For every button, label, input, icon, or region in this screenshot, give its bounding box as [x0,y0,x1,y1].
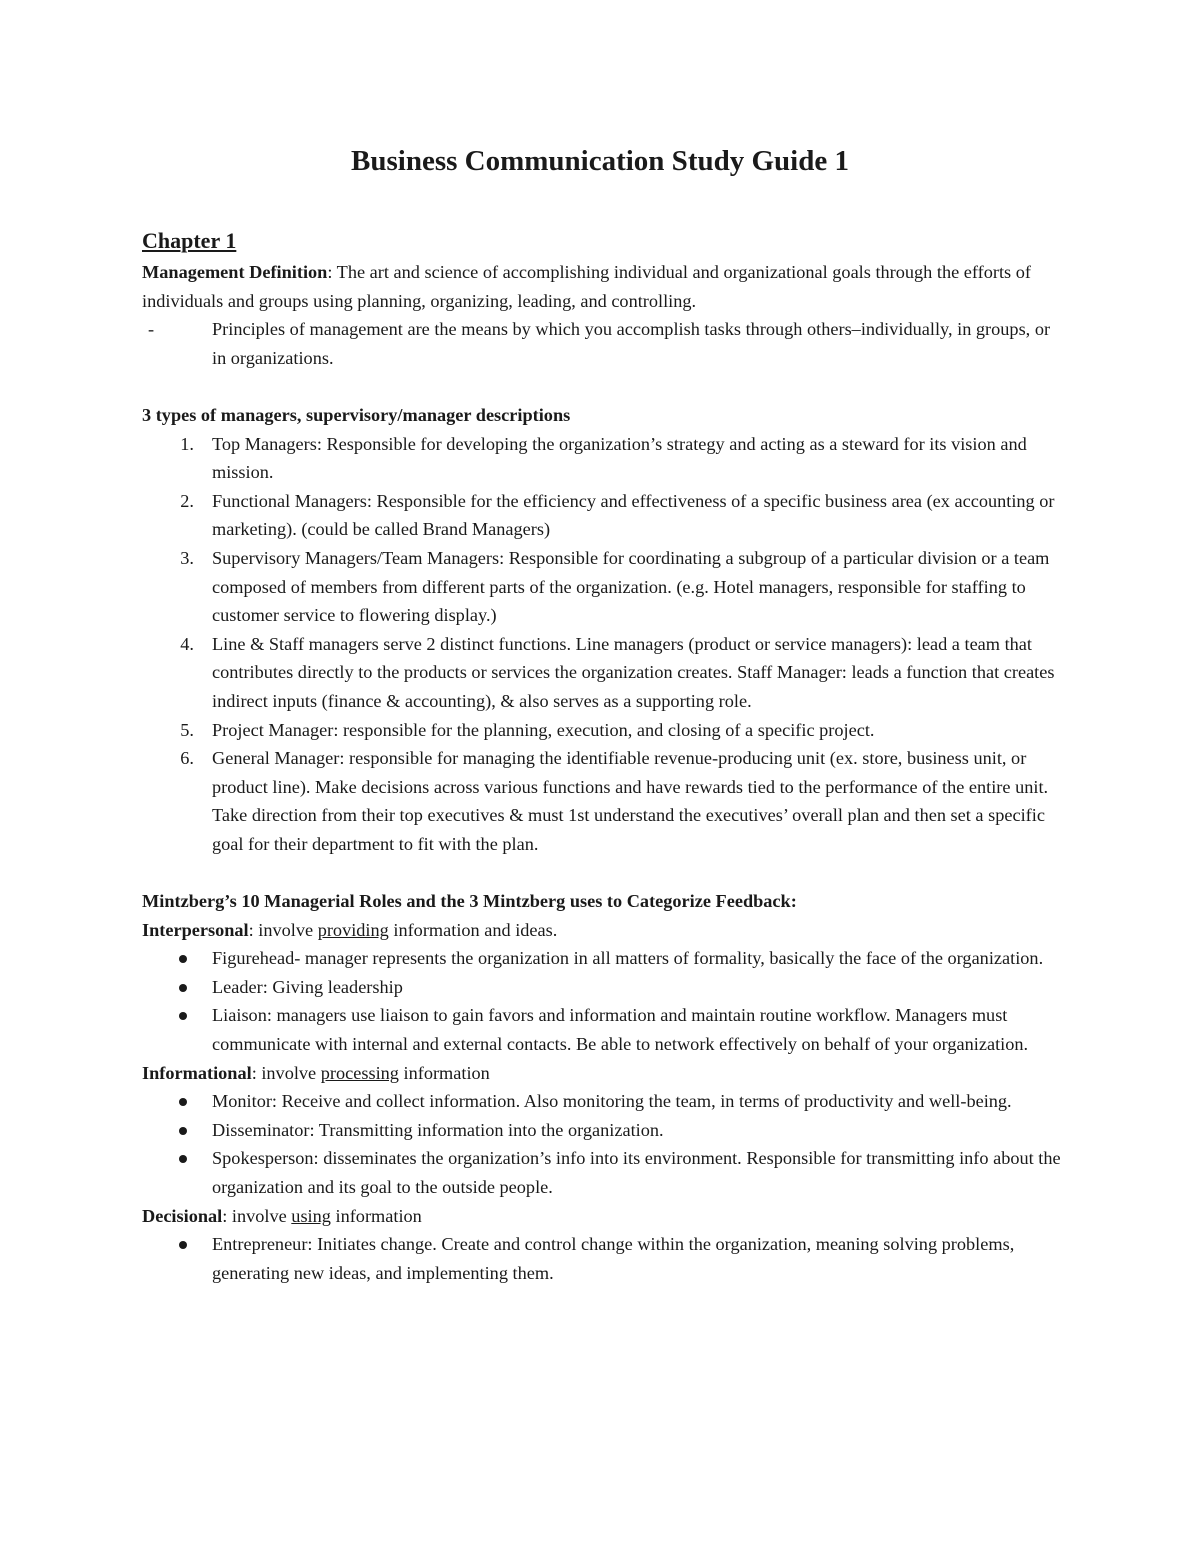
item-text: Liaison: managers use liaison to gain favors and information and maintain routine workflow. Managers must communicate with internal and external contacts. Be able to network effectively on behalf of your organization. [212,1005,1029,1055]
decisional-line [142,1202,1062,1231]
item-text: General Manager: responsible for managing the identifiable revenue-producing unit (ex. store, business unit, or product line). Make decisions across various functions and have rewards tied to the performance of the entire unit. Take direction from their top executives & must 1st understand the executives’ overall plan and then set a specific goal for their department to fit with the plan. [212,748,1049,854]
item-text: Functional Managers: Responsible for the efficiency and effectiveness of a specific business area (ex accounting or marketing). (could be called Brand Managers) [212,490,1055,540]
management-definition-text: : The art and science of accomplishing individual and organizational goals through the efforts of individuals and groups using planning, organizing, leading, and controlling. [142,262,1031,311]
document-body [142,224,1062,1287]
informational-line [142,1059,1062,1088]
interpersonal-roles-list [142,944,1062,1058]
role-keyword: using [291,1205,331,1226]
role-outro: information and ideas. [388,919,558,940]
list-item [142,744,1062,858]
role-intro: : involve [222,1205,292,1226]
interpersonal-line [142,916,1062,945]
list-item [142,1087,1062,1116]
decisional-roles-list [142,1230,1062,1287]
list-item [142,430,1062,487]
management-definition [142,258,1062,315]
item-number: 6. [180,748,194,769]
item-number: 3. [180,547,194,568]
role-intro: : involve [251,1062,321,1083]
bullet-icon [179,1127,187,1135]
principles-list [142,315,1062,372]
informational-label: Informational [142,1062,252,1083]
item-text: Top Managers: Responsible for developing the organization’s strategy and acting as a steward for its vision and mission. [212,433,1027,483]
dash-marker: - [148,319,155,340]
item-text: Figurehead- manager represents the organization in all matters of formality, basically the face of the organization. [212,948,1044,969]
role-intro: : involve [248,919,318,940]
chapter-heading: Chapter 1 [142,228,237,253]
role-outro: information [398,1062,490,1083]
role-keyword: processing [320,1062,399,1083]
manager-types-list [142,430,1062,859]
item-number: 2. [180,490,194,511]
item-number: 1. [180,433,194,454]
list-item [142,944,1062,973]
bullet-icon [179,1241,187,1249]
list-item [142,1001,1062,1058]
principle-text: Principles of management are the means by which you accomplish tasks through others–individually, in groups, or in organizations. [212,319,1051,368]
item-text: Monitor: Receive and collect information. Also monitoring the team, in terms of productivity and well-being. [212,1091,1012,1112]
list-item [142,1230,1062,1287]
list-item [142,630,1062,716]
bullet-icon [179,955,187,963]
role-outro: information [330,1205,422,1226]
item-text: Leader: Giving leadership [212,976,403,997]
item-text: Spokesperson: disseminates the organization’s info into its environment. Responsible for transmitting info about the organization and its goal to the outside people. [212,1148,1061,1197]
role-keyword: providing [317,919,389,940]
list-item [142,973,1062,1002]
list-item [142,1116,1062,1145]
item-number: 5. [180,719,194,740]
item-text: Entrepreneur: Initiates change. Create and control change within the organization, meaning solving problems, generating new ideas, and implementing them. [212,1234,1015,1283]
interpersonal-label: Interpersonal [142,919,249,940]
mintzberg-heading: Mintzberg’s 10 Managerial Roles and the 3 Mintzberg uses to Categorize Feedback: [142,891,797,912]
list-item [142,487,1062,544]
informational-roles-list [142,1087,1062,1201]
bullet-icon [179,1098,187,1106]
document-title: Business Communication Study Guide 1 [351,145,849,177]
bullet-icon [179,1012,187,1020]
item-number: 4. [180,633,194,654]
managers-heading: 3 types of managers, supervisory/manager descriptions [142,404,571,425]
bullet-icon [179,1155,187,1163]
item-text: Line & Staff managers serve 2 distinct functions. Line managers (product or service managers): lead a team that contributes directly to the products or services the organization creates. Staff Manager: leads a function that creates indirect inputs (finance & accounting), & also serves as a supporting role. [212,633,1055,711]
management-term: Management Definition [142,262,328,282]
bullet-icon [179,984,187,992]
list-item [142,716,1062,745]
list-item [142,1144,1062,1201]
item-text: Disseminator: Transmitting information into the organization. [212,1119,664,1140]
list-item [142,544,1062,630]
list-item [142,315,1062,372]
decisional-label: Decisional [142,1205,223,1226]
item-text: Supervisory Managers/Team Managers: Responsible for coordinating a subgroup of a particular division or a team composed of members from different parts of the organization. (e.g. Hotel managers, responsible for staffing to customer service to flowering display.) [212,547,1050,626]
item-text: Project Manager: responsible for the planning, execution, and closing of a specific project. [212,719,875,740]
